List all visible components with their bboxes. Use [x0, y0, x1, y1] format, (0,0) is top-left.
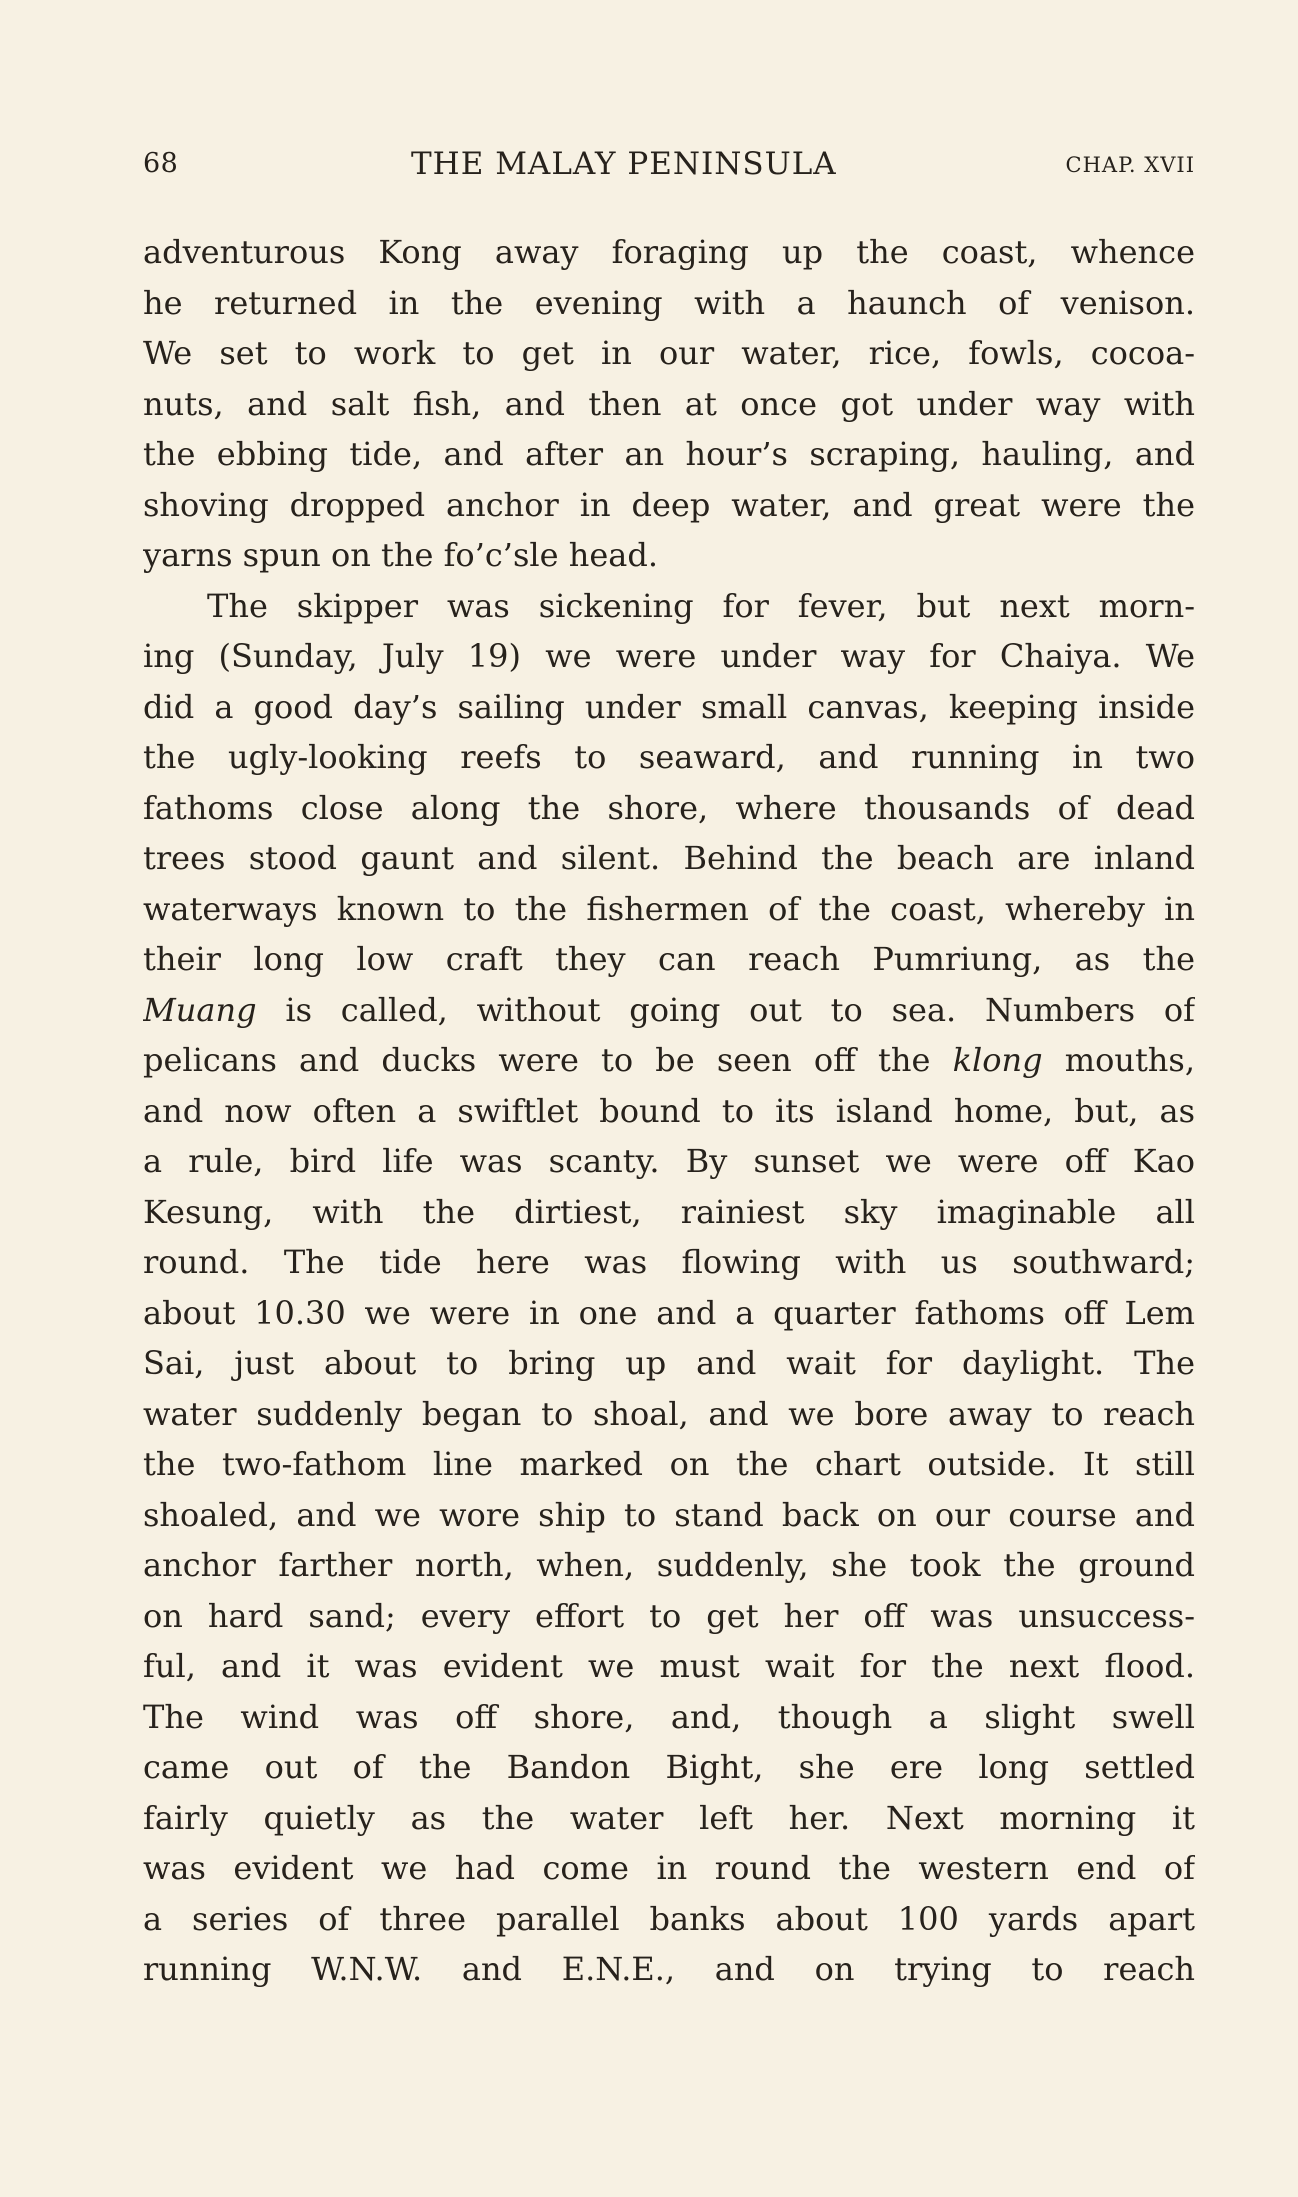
text-line: shoving dropped anchor in deep water, and great were the	[143, 485, 1195, 524]
text-line: adventurous Kong away foraging up the coast, whence	[143, 233, 1195, 271]
text-line: We set to work to get in our water, rice, fowls, cocoa-	[143, 334, 1195, 372]
text-line: shoaled, and we wore ship to stand back on our course and	[143, 1495, 1195, 1534]
text-line: was evident we had come in round the western end of	[143, 1849, 1195, 1887]
text-line: running W.N.W. and E.N.E., and on trying to reach	[143, 1950, 1195, 1988]
text-line: about 10.30 we were in one and a quarter fathoms off Lem	[143, 1293, 1195, 1332]
italic-term: Muang	[143, 990, 257, 1029]
text-line: Kesung, with the dirtiest, rainiest sky imaginable all	[143, 1192, 1195, 1231]
text-line: the ebbing tide, and after an hour’s scraping, hauling, and	[143, 435, 1195, 473]
text-line: ful, and it was evident we must wait for the next flood.	[143, 1647, 1195, 1685]
text-line: the ugly-looking reefs to seaward, and running in two	[143, 738, 1195, 776]
text-line: came out of the Bandon Bight, she ere long settled	[143, 1748, 1195, 1786]
text-line: fairly quietly as the water left her. Next morning it	[143, 1798, 1195, 1837]
text-line	[143, 985, 1195, 1036]
line-segment: is called, without going out to sea. Numbers of	[256, 990, 1195, 1029]
text-line: anchor farther north, when, suddenly, she took the ground	[143, 1546, 1195, 1584]
text-line: yarns spun on the fo’c’sle head.	[143, 536, 658, 574]
italic-term: klong	[952, 1041, 1043, 1079]
text-line: a rule, bird life was scanty. By sunset we were off Kao	[143, 1142, 1195, 1180]
text-line: waterways known to the fishermen of the coast, whereby in	[143, 889, 1195, 928]
text-line: did a good day’s sailing under small canvas, keeping inside	[143, 687, 1195, 726]
running-title: THE MALAY PENINSULA	[411, 146, 837, 182]
text-line: water suddenly began to shoal, and we bore away to reach	[143, 1394, 1195, 1433]
chapter-reference: CHAP. XVII	[1065, 153, 1195, 177]
line-segment: pelicans and ducks were to be seen off the	[143, 1041, 953, 1079]
page-header	[143, 140, 1195, 190]
text-line: round. The tide here was flowing with us southward;	[143, 1243, 1195, 1281]
text-line	[143, 1035, 1195, 1086]
text-line: their long low craft they can reach Pumriung, as the	[143, 940, 1195, 978]
text-line: nuts, and salt fish, and then at once got under way with	[143, 384, 1195, 423]
text-line: and now often a swiftlet bound to its island home, but, as	[143, 1091, 1195, 1130]
text-line: Sai, just about to bring up and wait for daylight. The	[143, 1344, 1195, 1382]
page-number: 68	[143, 148, 179, 179]
body-text	[143, 227, 1195, 1995]
text-line: fathoms close along the shore, where thousands of dead	[143, 788, 1195, 827]
text-line: trees stood gaunt and silent. Behind the beach are inland	[143, 839, 1195, 877]
text-line: on hard sand; every effort to get her off was unsuccess-	[143, 1596, 1195, 1635]
line-segment: mouths,	[1042, 1041, 1195, 1079]
text-line: The wind was off shore, and, though a slight swell	[143, 1697, 1195, 1736]
text-line: The skipper was sickening for fever, but next morn-	[207, 586, 1195, 625]
text-line: he returned in the evening with a haunch of venison.	[143, 283, 1195, 322]
text-line: a series of three parallel banks about 100 yards apart	[143, 1899, 1195, 1938]
text-line: the two-fathom line marked on the chart outside. It still	[143, 1445, 1195, 1483]
text-line: ing (Sunday, July 19) we were under way for Chaiya. We	[143, 637, 1195, 675]
